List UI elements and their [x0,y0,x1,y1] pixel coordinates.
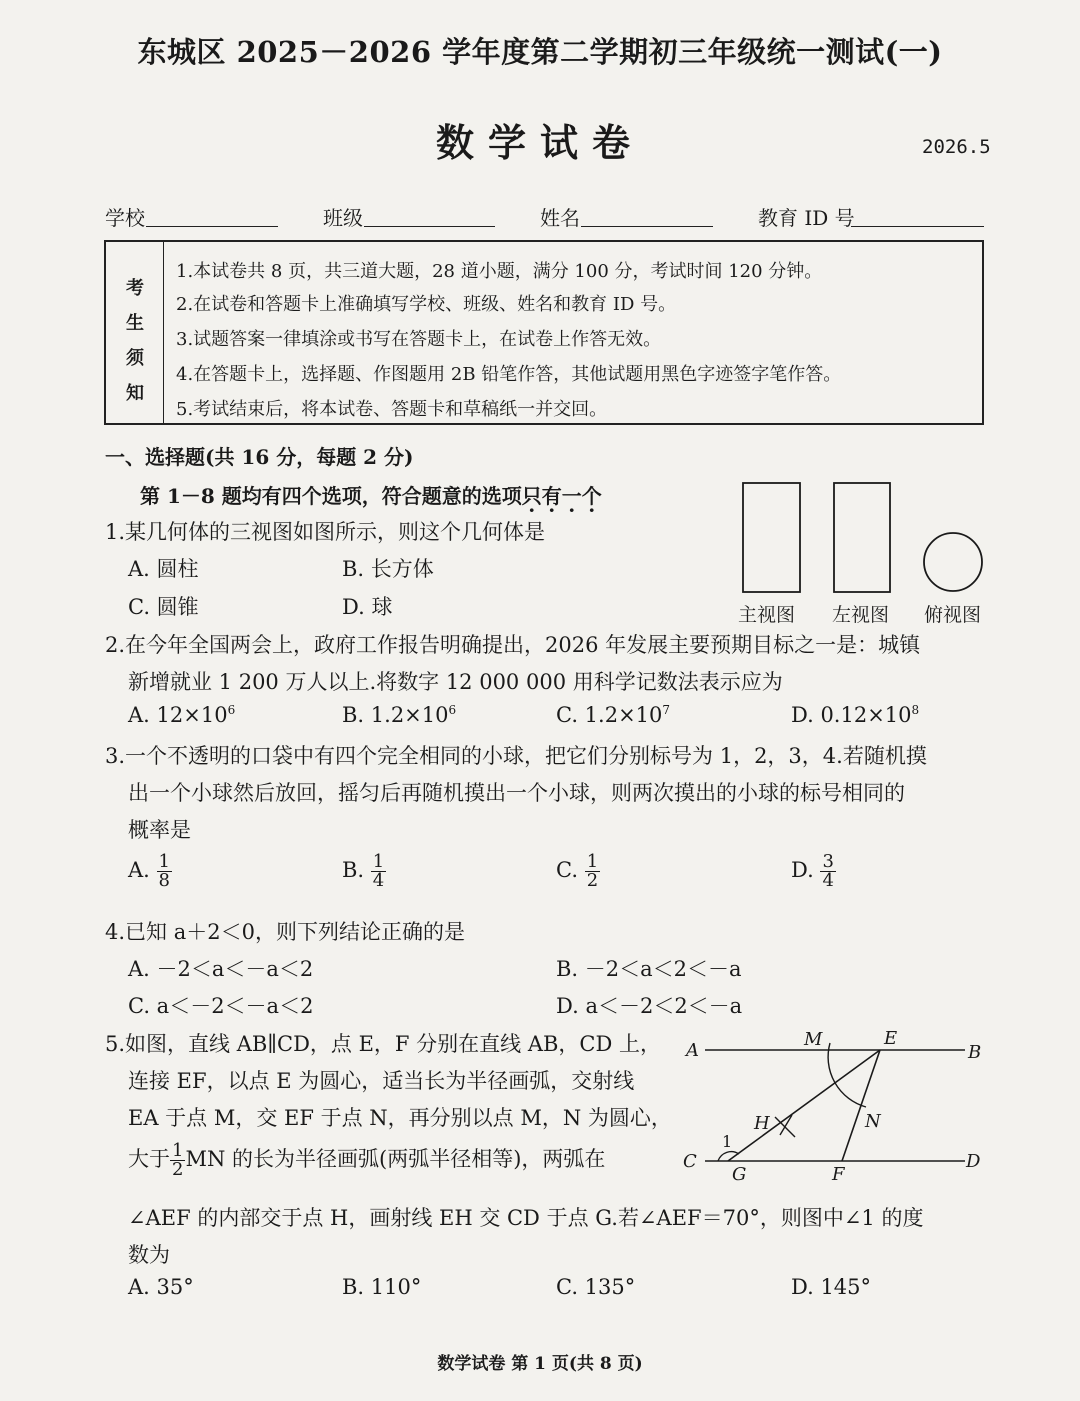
option-label: C. [556,858,578,882]
q4-option-a[interactable]: A. －2＜a＜－a＜2 [128,957,314,981]
option-text: A. 12×10 [128,703,228,727]
q4-option-d[interactable]: D. a＜－2＜2＜－a [556,994,743,1018]
instruction-text: 第 1－8 题均有四个选项，符合题意的选项 [140,484,522,508]
option-text: C. 1.2×10 [556,703,663,727]
q2-option-a[interactable] [128,703,235,727]
fraction [157,853,172,890]
class-label: 班级 [323,206,363,230]
exponent: 6 [448,703,457,717]
exponent: 6 [227,703,236,717]
label-m: M [804,1029,823,1050]
ray-eh [728,1050,880,1161]
option-label: B. [342,858,365,882]
exam-date: 2026.5 [922,136,991,158]
page-footer: 数学试卷 第 1 页(共 8 页) [437,1354,643,1374]
label-h: H [754,1113,770,1134]
option-text: D. 0.12×10 [791,703,912,727]
question-4: 4.已知 a＋2＜0，则下列结论正确的是 [105,920,465,944]
emphasized-char: 只 [521,484,542,508]
numerator: 3 [822,851,834,872]
q4-option-b[interactable]: B. －2＜a＜2＜－a [556,957,742,981]
notice-item: 1.本试卷共 8 页，共三道大题，28 道小题，满分 100 分，考试时间 120 分钟。 [176,261,823,282]
fraction [820,853,835,890]
notice-side-label [106,242,164,423]
q5-option-c[interactable]: C. 135° [556,1275,636,1299]
top-view-label: 俯视图 [924,604,982,626]
q3-option-a[interactable] [128,853,172,890]
id-field[interactable] [851,226,984,227]
emphasized-char: 个 [581,484,602,508]
q1-option-b[interactable]: B. 长方体 [342,557,434,581]
q2-option-b[interactable] [342,703,456,727]
question-3-line: 3.一个不透明的口袋中有四个完全相同的小球，把它们分别标号为 1，2，3，4.若随机摸 [105,744,927,768]
option-text: B. 1.2×10 [342,703,449,727]
question-5-line: 数为 [128,1243,170,1267]
name-field[interactable] [581,226,713,227]
fraction [585,853,600,890]
question-5-line: 5.如图，直线 AB∥CD，点 E，F 分别在直线 AB，CD 上， [105,1032,662,1056]
label-f: F [832,1164,845,1185]
question-3-line: 出一个小球然后放回，摇匀后再随机摸出一个小球，则两次摸出的小球的标号相同的 [128,781,905,805]
text: MN 的长为半径画弧(两弧半径相等)，两弧在 [185,1147,606,1171]
notice-item: 4.在答题卡上，选择题、作图题用 2B 铅笔作答，其他试题用黑色字迹签字笔作答。 [176,364,842,385]
front-view-label: 主视图 [738,604,796,626]
exam-title: 东城区 2025－2026 学年度第二学期初三年级统一测试(一) [137,35,943,69]
label-n: N [865,1111,881,1132]
section-title: 一、选择题(共 16 分，每题 2 分) [105,445,414,469]
denominator: 8 [158,870,170,891]
exponent: 7 [662,703,671,717]
school-label: 学校 [105,206,145,230]
angle-1-arc [718,1152,739,1161]
emphasized-char: 有 [541,484,562,508]
exponent: 8 [911,703,920,717]
notice-side-char: 生 [126,313,144,334]
question-5-line: ∠AEF 的内部交于点 H，画射线 EH 交 CD 于点 G.若∠AEF＝70°，则图中∠1 的度 [128,1206,924,1230]
q3-option-c[interactable] [556,853,600,890]
q2-option-d[interactable] [791,703,919,727]
numerator: 1 [586,851,599,872]
notice-box [104,240,984,425]
front-view-rect [743,483,800,592]
q3-option-b[interactable] [342,853,386,890]
question-5-line: 连接 EF，以点 E 为圆心，适当长为半径画弧，交射线 [128,1069,635,1093]
denominator: 4 [372,870,385,891]
subject-title: 数学试卷 [435,120,644,165]
emphasized-char: 一 [561,484,582,508]
label-angle-1: 1 [722,1132,733,1151]
notice-side-char: 须 [126,348,144,369]
label-e: E [884,1028,898,1049]
label-d: D [966,1151,981,1172]
notice-side-char: 知 [126,383,144,404]
q1-option-d[interactable]: D. 球 [342,595,393,619]
question-5-line: EA 于点 M，交 EF 于点 N，再分别以点 M，N 为圆心， [128,1106,672,1130]
fraction [170,1142,185,1179]
label-b: B [968,1042,982,1063]
q1-option-c[interactable]: C. 圆锥 [128,595,199,619]
label-a: A [686,1040,699,1061]
three-views-figure [735,478,995,598]
school-field[interactable] [146,226,278,227]
notice-side-char: 考 [126,278,144,299]
question-5-line [128,1142,605,1179]
denominator: 2 [172,1159,184,1180]
label-c: C [683,1151,697,1172]
notice-item: 3.试题答案一律填涂或书写在答题卡上，在试卷上作答无效。 [176,329,662,350]
section-instruction [140,480,602,509]
text: 大于 [128,1147,170,1171]
option-label: A. [128,858,150,882]
question-2-line: 2.在今年全国两会上，政府工作报告明确提出，2026 年发展主要预期目标之一是：城镇 [105,633,921,657]
denominator: 2 [586,870,599,891]
numerator: 1 [158,851,170,872]
name-label: 姓名 [540,206,580,230]
numerator: 1 [372,851,385,872]
id-label: 教育 ID 号 [758,206,855,230]
denominator: 4 [822,870,834,891]
q3-option-d[interactable] [791,853,836,890]
notice-item: 2.在试卷和答题卡上准确填写学校、班级、姓名和教育 ID 号。 [176,294,677,315]
q2-option-c[interactable] [556,703,670,727]
side-view-rect [834,483,890,592]
q5-option-b[interactable]: B. 110° [342,1275,422,1299]
q5-option-d[interactable]: D. 145° [791,1275,872,1299]
top-view-circle [924,533,982,591]
question-1: 1.某几何体的三视图如图所示，则这个几何体是 [105,520,546,544]
q5-option-a[interactable]: A. 35° [128,1275,194,1299]
side-view-label: 左视图 [832,604,890,626]
geometry-figure [680,1025,990,1185]
question-3-line: 概率是 [128,818,191,842]
fraction [371,853,386,890]
numerator: 1 [172,1140,184,1161]
q4-option-c[interactable]: C. a＜－2＜－a＜2 [128,994,314,1018]
option-label: D. [791,858,814,882]
question-2-line: 新增就业 1 200 万人以上.将数字 12 000 000 用科学记数法表示应为 [128,670,783,694]
class-field[interactable] [364,226,495,227]
q1-option-a[interactable]: A. 圆柱 [128,557,199,581]
notice-item: 5.考试结束后，将本试卷、答题卡和草稿纸一并交回。 [176,399,608,420]
label-g: G [732,1164,747,1185]
